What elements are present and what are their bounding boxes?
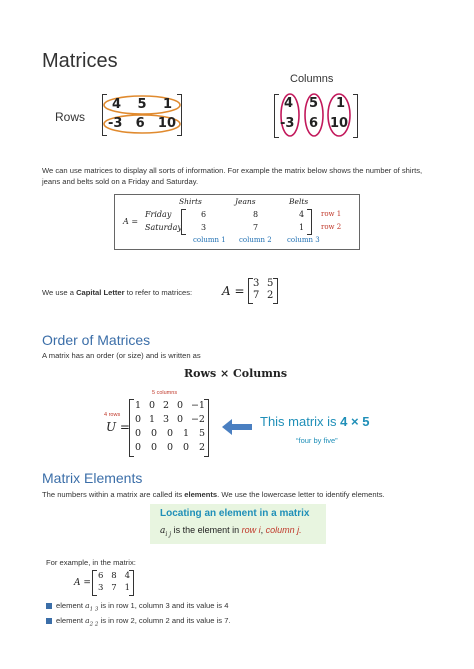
- columns-note: 5 columns: [152, 390, 178, 396]
- matrix-cell: 8: [253, 210, 259, 219]
- row-header: Friday: [145, 210, 172, 219]
- matrix-cell: 1: [336, 96, 346, 111]
- matrix-cell: 6: [135, 116, 145, 131]
- capital-matrix: [248, 278, 278, 304]
- matrix-cell: 4: [299, 210, 305, 219]
- u-matrix: [129, 399, 209, 457]
- matrix-size-caption: “four by five”: [296, 436, 338, 445]
- matrix-cell: 3: [253, 278, 260, 289]
- u-matrix-rows: 1 0 2 0 −1 0 1 3 0 −2 0 0 0 1 5 0 0 0 0 2: [135, 400, 205, 453]
- intro-paragraph: We can use matrices to display all sorts of information. For example the matrix below shows the number of shirts, jeans and belts sold on a Friday and Saturday.: [42, 166, 423, 186]
- matrix-cell: -3: [280, 116, 295, 131]
- elements-text: The numbers within a matrix are called its elements. We use the lowercase letter to identify elements.: [42, 490, 385, 499]
- page-title: Matrices: [42, 50, 118, 72]
- row-label: row 1: [321, 210, 342, 218]
- matrix-cell: 10: [330, 116, 349, 131]
- matrix-cell: 6: [309, 116, 319, 131]
- list-item: element $a_{2 2}$ is in row 2, column 2 and its value is 7.: [46, 615, 231, 631]
- matrix-cell: 4: [284, 96, 294, 111]
- bullet-icon: [46, 603, 52, 609]
- rows-matrix: [102, 94, 182, 136]
- matrix-cell: 2: [267, 290, 274, 301]
- capital-matrix-lhs: A =: [222, 284, 245, 298]
- u-matrix-lhs: U =: [106, 420, 130, 434]
- matrix-cell: 6: [201, 210, 207, 219]
- matrix-cell: 10: [157, 116, 176, 131]
- columns-label: Columns: [290, 73, 334, 85]
- left-arrow-icon: [222, 419, 252, 435]
- example-matrix: [92, 570, 134, 596]
- matrix-lhs: A =: [123, 217, 139, 226]
- col-label: column 2: [239, 236, 272, 244]
- row-header: Saturday: [145, 223, 182, 232]
- bullet-icon: [46, 618, 52, 624]
- row-label: row 2: [321, 223, 342, 231]
- matrix-cell: 5: [137, 97, 147, 112]
- capital-letter-text: We use a Capital Letter to refer to matrices:: [42, 288, 193, 297]
- matrix-cell: 3: [201, 223, 207, 232]
- col-header: Belts: [289, 197, 309, 206]
- example-matrix-rows: 6 8 4 3 7 1: [98, 571, 130, 593]
- rows-label: Rows: [55, 110, 86, 124]
- list-item: element $a_{1 3}$ is in row 1, column 3 and its value is 4: [46, 600, 228, 616]
- elements-heading: Matrix Elements: [42, 470, 143, 486]
- col-header: Shirts: [179, 197, 202, 206]
- matrix-cell: 7: [253, 223, 259, 232]
- matrix-cell: 4: [112, 97, 122, 112]
- matrix-cell: 1: [299, 223, 305, 232]
- order-formula: Rows × Columns: [184, 367, 288, 380]
- box-definition: $a_{i j}$ is the element in row i, column j.: [160, 525, 302, 538]
- matrix-size-text: This matrix is 4 × 5: [260, 414, 370, 429]
- matrix-cell: 1: [162, 97, 172, 112]
- rows-note: 4 rows: [104, 412, 121, 418]
- columns-matrix: [274, 92, 358, 138]
- matrix-cell: 5: [309, 96, 319, 111]
- col-label: column 1: [193, 236, 226, 244]
- matrix-cell: -3: [108, 116, 123, 131]
- example-text: For example, in the matrix:: [46, 558, 136, 567]
- sales-matrix-box: [114, 194, 360, 250]
- matrix-cell: 7: [253, 290, 260, 301]
- col-label: column 3: [287, 236, 320, 244]
- order-heading: Order of Matrices: [42, 332, 151, 348]
- box-title: Locating an element in a matrix: [160, 508, 310, 519]
- matrix-cell: 5: [267, 278, 274, 289]
- col-header: Jeans: [235, 197, 256, 206]
- order-text: A matrix has an order (or size) and is written as: [42, 351, 201, 360]
- example-matrix-lhs: A =: [74, 578, 91, 588]
- locating-element-box: [150, 504, 326, 544]
